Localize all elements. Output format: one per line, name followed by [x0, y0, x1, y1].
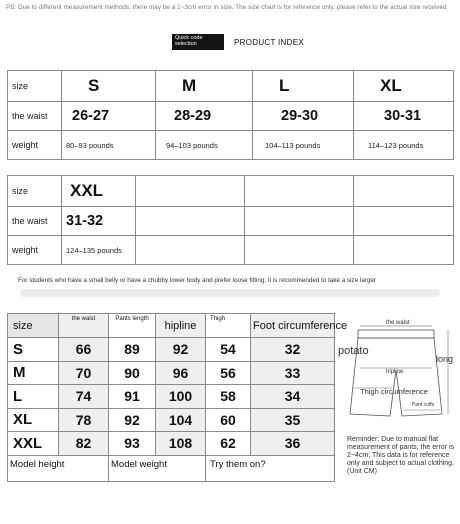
row-label-size: size [8, 71, 62, 102]
waist-cell: 30-31 [354, 102, 454, 131]
length-cell: 90 [109, 361, 156, 385]
thigh-cell: 56 [206, 361, 251, 385]
blurred-text-strip [20, 289, 440, 297]
hipline-cell: 100 [156, 385, 206, 409]
measurement-reminder: Reminder: Due to manual flat measurement of pants, the error is 2~4cm; This data is for reference only and subject to actual clothing. (Unit CM) [347, 436, 455, 475]
length-cell: 91 [109, 385, 156, 409]
foot-cell: 34 [251, 385, 335, 409]
weight-cell: 94–103 pounds [156, 131, 253, 160]
product-index-title: PRODUCT INDEX [234, 38, 304, 47]
waist-cell: 31-32 [62, 207, 136, 236]
row-label-waist: the waist [8, 207, 62, 236]
header-pants-length: Pants length [109, 314, 156, 338]
foot-cell: 32 [251, 338, 335, 362]
waist-cell: 66 [59, 338, 109, 362]
row-label-weight: weight [8, 236, 62, 265]
weight-cell: 124–135 pounds [62, 236, 136, 265]
header-hipline: hipline [156, 314, 206, 338]
shorts-measurement-diagram [336, 316, 458, 432]
length-cell: 93 [109, 432, 156, 456]
size-cell: S [62, 71, 156, 102]
table-row [8, 432, 335, 456]
size-cell: M [8, 361, 59, 385]
thigh-cell: 54 [206, 338, 251, 362]
try-them-on-label: Try them on? [206, 455, 335, 481]
thigh-cell: 62 [206, 432, 251, 456]
size-table-secondary [7, 175, 454, 265]
empty-cell [136, 236, 245, 265]
hipline-cell: 92 [156, 338, 206, 362]
empty-cell [245, 236, 354, 265]
diagram-waist-label: the waist [386, 320, 410, 326]
diagram-potato-label: potato [338, 345, 369, 357]
size-cell: M [156, 71, 253, 102]
waist-cell: 28-29 [156, 102, 253, 131]
foot-cell: 36 [251, 432, 335, 456]
waist-cell: 29-30 [253, 102, 354, 131]
row-label-weight: weight [8, 131, 62, 160]
weight-cell: 114–123 pounds [354, 131, 454, 160]
model-info-row [8, 455, 335, 481]
size-recommendation-note: For students who have a small belly or have a chubby lower body and prefer loose fitting, it is recommended to take a size larger [18, 277, 377, 284]
header-size: size [8, 314, 59, 338]
table-row [8, 385, 335, 409]
waist-row [8, 207, 454, 236]
diagram-long-label: long [436, 354, 454, 364]
size-cell: XL [8, 408, 59, 432]
waist-cell: 26-27 [62, 102, 156, 131]
waist-cell: 78 [59, 408, 109, 432]
waistband-outline [358, 330, 434, 338]
hipline-cell: 96 [156, 361, 206, 385]
waist-cell: 74 [59, 385, 109, 409]
foot-cell: 33 [251, 361, 335, 385]
waist-row [8, 102, 454, 131]
weight-cell: 80–93 pounds [62, 131, 156, 160]
diagram-pant-cuffs-label: Pant cuffs [412, 402, 435, 408]
waist-cell: 82 [59, 432, 109, 456]
thigh-cell: 60 [206, 408, 251, 432]
model-height-label: Model height [8, 455, 109, 481]
size-row [8, 71, 454, 102]
empty-cell [354, 207, 454, 236]
size-cell: XL [354, 71, 454, 102]
weight-row [8, 236, 454, 265]
empty-cell [136, 176, 245, 207]
empty-cell [245, 176, 354, 207]
length-cell: 92 [109, 408, 156, 432]
hipline-cell: 104 [156, 408, 206, 432]
measurement-header-row [8, 314, 335, 338]
size-cell: XXL [62, 176, 136, 207]
quick-code-selection-label: Quick code selection [172, 34, 224, 50]
diagram-thigh-label: Thigh circumference [360, 387, 428, 396]
header-waist: the waist [59, 314, 109, 338]
waist-cell: 70 [59, 361, 109, 385]
weight-row [8, 131, 454, 160]
hipline-cell: 108 [156, 432, 206, 456]
thigh-cell: 58 [206, 385, 251, 409]
weight-cell: 104–113 pounds [253, 131, 354, 160]
size-cell: L [253, 71, 354, 102]
row-label-size: size [8, 176, 62, 207]
table-row [8, 338, 335, 362]
measurement-disclaimer: PS: Due to different measurement methods, there may be a 1~3cm error in size. The size chart is for reference only, please refer to the actual size received [6, 4, 447, 11]
table-row [8, 361, 335, 385]
foot-cell: 35 [251, 408, 335, 432]
model-weight-label: Model weight [109, 455, 206, 481]
length-cell: 89 [109, 338, 156, 362]
size-cell: L [8, 385, 59, 409]
size-cell: S [8, 338, 59, 362]
empty-cell [245, 207, 354, 236]
diagram-hipline-label: hipline [386, 369, 404, 375]
table-row [8, 408, 335, 432]
empty-cell [354, 236, 454, 265]
header-foot-circumference: Foot circumference [251, 314, 335, 338]
size-table-primary [7, 70, 454, 160]
empty-cell [136, 207, 245, 236]
measurement-table [7, 313, 348, 482]
empty-cell [354, 176, 454, 207]
size-cell: XXL [8, 432, 59, 456]
header-thigh: Thigh [206, 314, 251, 338]
row-label-waist: the waist [8, 102, 62, 131]
size-row [8, 176, 454, 207]
